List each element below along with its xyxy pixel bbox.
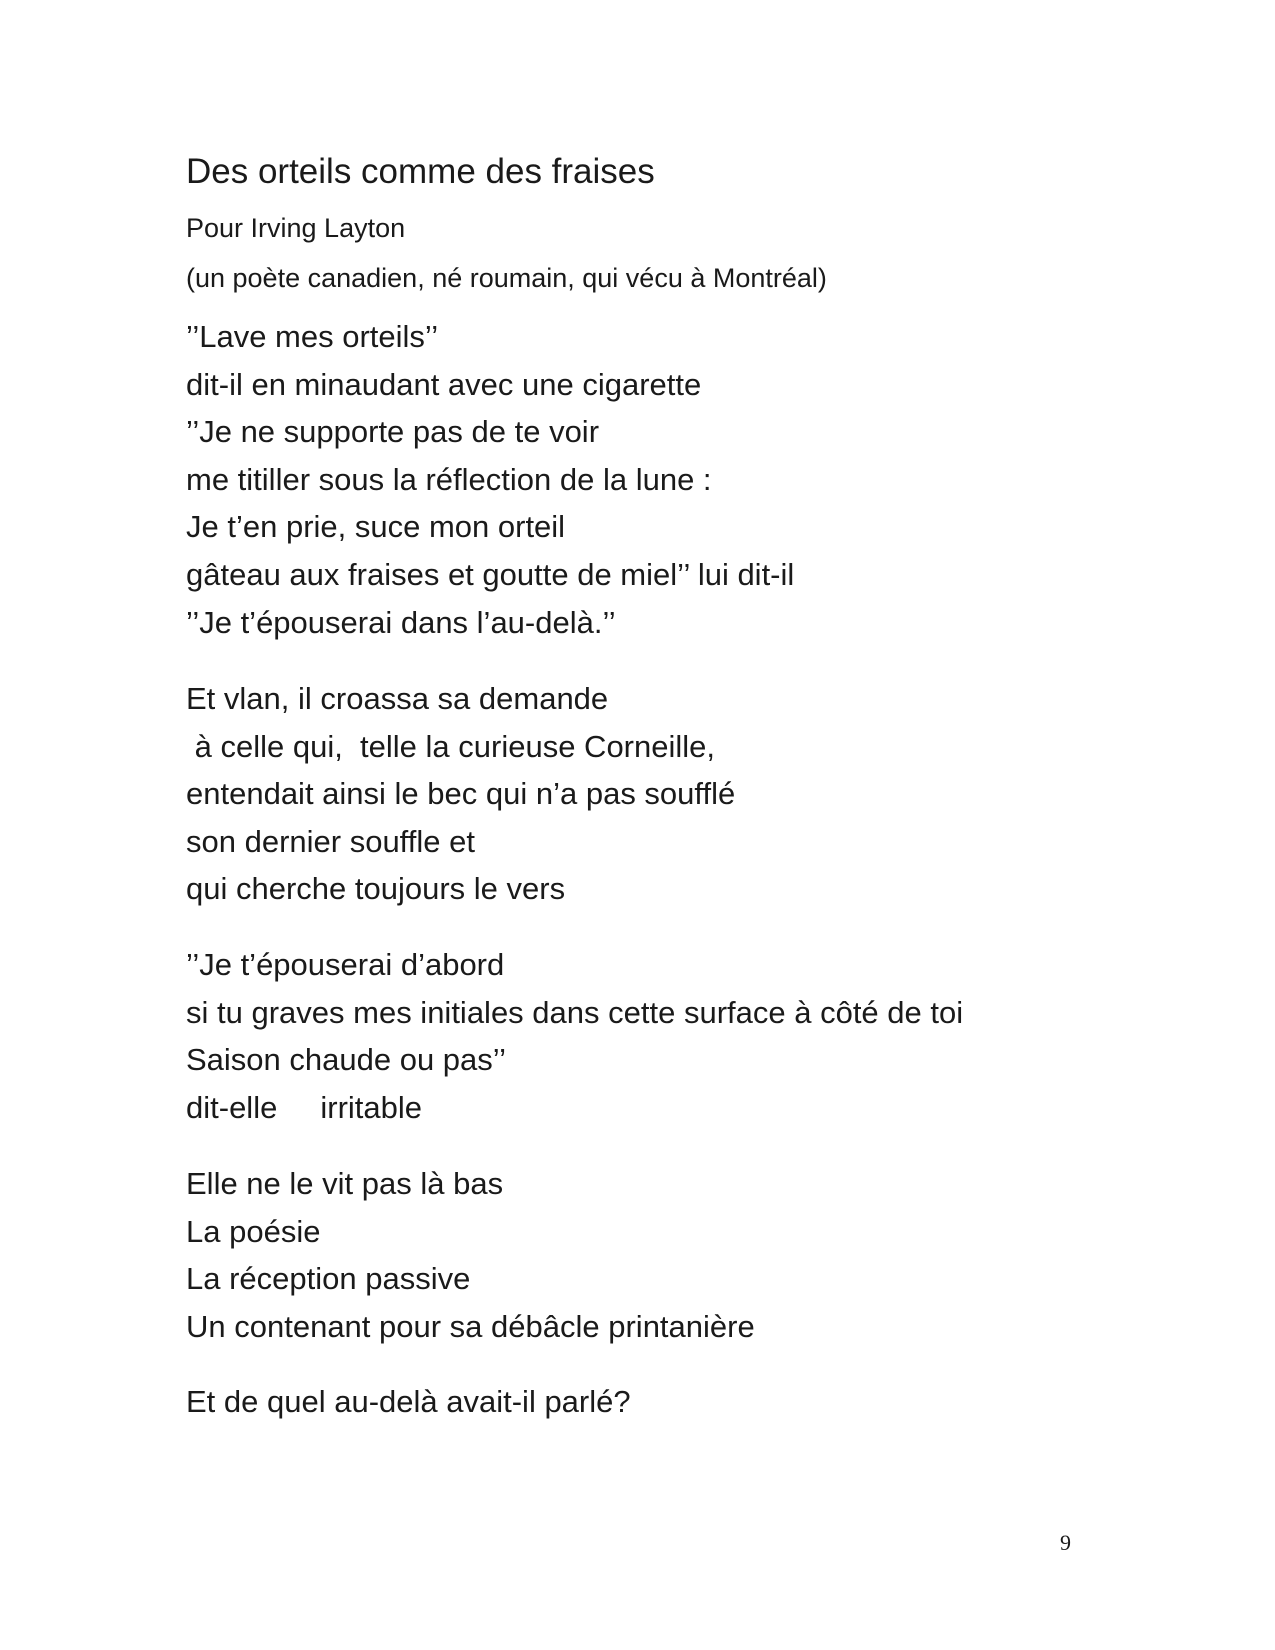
poem-line: gâteau aux fraises et goutte de miel’’ lui dit-il bbox=[186, 556, 795, 592]
poem-line: me titiller sous la réflection de la lune : bbox=[186, 461, 712, 497]
poem-dedication: Pour Irving Layton bbox=[186, 213, 406, 243]
poem-line: ’’Je t’épouserai dans l’au-delà.’’ bbox=[186, 604, 616, 640]
poem-line: qui cherche toujours le vers bbox=[186, 871, 566, 907]
poem-line: ’’Lave mes orteils’’ bbox=[186, 319, 439, 354]
poem-line: entendait ainsi le bec qui n’a pas soufflé bbox=[186, 776, 736, 812]
poem-line: ’’Je t’épouserai d’abord bbox=[186, 947, 505, 982]
stanza-3 bbox=[186, 941, 963, 1131]
poem-line: La poésie bbox=[186, 1213, 321, 1249]
poem-line: son dernier souffle et bbox=[186, 823, 475, 859]
stanza-4 bbox=[186, 1160, 755, 1350]
poem-line: Et de quel au-delà avait-il parlé? bbox=[186, 1384, 631, 1419]
poem-line: Je t’en prie, suce mon orteil bbox=[186, 509, 566, 545]
poem-note: (un poète canadien, né roumain, qui vécu à Montréal) bbox=[186, 263, 827, 293]
poem-line: La réception passive bbox=[186, 1261, 471, 1297]
poem-title: Des orteils comme des fraises bbox=[186, 152, 655, 191]
poem-line: ’’Je ne supporte pas de te voir bbox=[186, 414, 600, 450]
poem-line: dit-il en minaudant avec une cigarette bbox=[186, 366, 702, 402]
stanza-1 bbox=[186, 313, 794, 646]
poem-line: si tu graves mes initiales dans cette surface à côté de toi bbox=[186, 994, 964, 1030]
stanza-5 bbox=[186, 1378, 631, 1426]
poem-line: dit-elle irritable bbox=[186, 1089, 423, 1125]
page-number: 9 bbox=[1060, 1530, 1071, 1555]
poem-line: Elle ne le vit pas là bas bbox=[186, 1166, 504, 1201]
poem-line: à celle qui, telle la curieuse Corneille, bbox=[186, 728, 715, 764]
poem-line: Un contenant pour sa débâcle printanière bbox=[186, 1308, 755, 1344]
poem-line: Et vlan, il croassa sa demande bbox=[186, 681, 609, 716]
stanza-2 bbox=[186, 675, 735, 913]
poem-line: Saison chaude ou pas’’ bbox=[186, 1042, 507, 1078]
